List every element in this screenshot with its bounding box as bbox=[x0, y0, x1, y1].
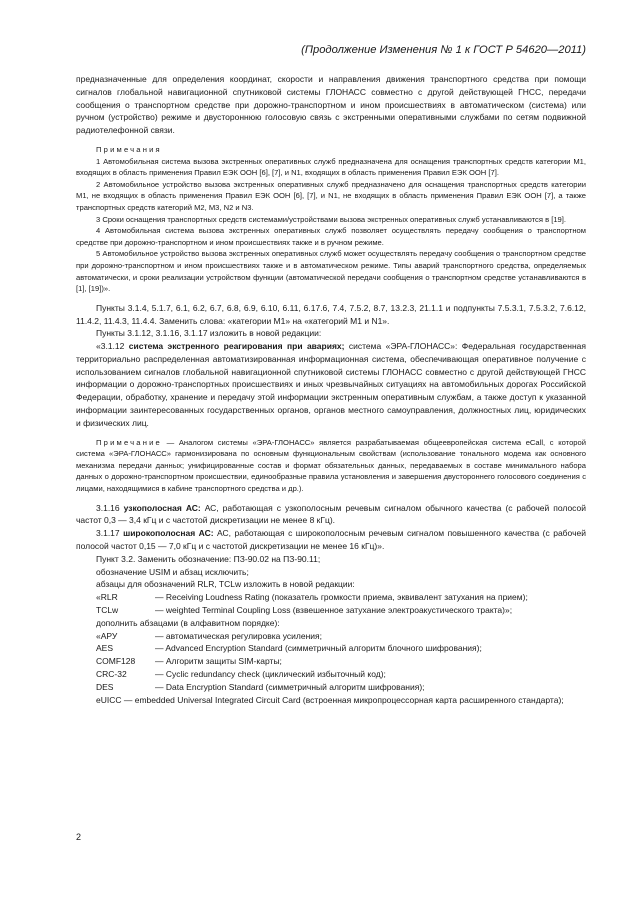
points-paragraph: Пункты 3.1.4, 5.1.7, 6.1, 6.2, 6.7, 6.8, 6.9, 6.10, 6.11, 6.17.6, 7.4, 7.5.2, 8.7, 13.2.3, 21.1.1 и подпункты 7.5.3.1, 7.5.3.2, 7.6.12, 11.4.2, 11.4.3, 11.4.4. Заменить слова: «категории М1» на «категорий М1 и N1». bbox=[76, 302, 586, 326]
term-3-1-12: система экстренного реагирования при авариях; bbox=[128, 341, 345, 352]
para-euicc: eUICC — embedded Universal Integrated Circuit Card (встроенная микропроцессорная карта расширенного стандарта); bbox=[96, 694, 564, 705]
abbreviation-row: TCLw — weighted Terminal Coupling Loss (взвешенное затухание электроакустического тракта)»; bbox=[96, 605, 513, 616]
intro-paragraph: предназначенные для определения координат, скорости и направления движения транспортного средства при помощи сигналов глобальной навигационной спутниковой системы ГЛОНАСС совместно с другой действующей ГНСС, передачи сообщения о транспортном средстве при дорожно-транспортном и ином происшествиях в автоматическом (система) или ручном (устройство) режиме и двустороннюю голосовую связь с экстренными оперативными службами по сетям подвижной радиотелефонной связи. bbox=[76, 74, 586, 136]
note-2: 2 Автомобильное устройство вызова экстренных оперативных служб предназначено для оснащения транспортных средств категории М1, не входящих в область применения Правил ЕЭК ООН [6], [7], и N1, не входящих в область применения Правил ЕЭК ООН [7], а также транспортных средств категорий М2, М3, N2 и N3. bbox=[76, 179, 586, 212]
term-3-1-17: широкополосная АС: bbox=[123, 528, 214, 539]
term-3-1-16: узкополосная АС: bbox=[123, 502, 201, 513]
definition-3-1-17: 3.1.17 широкополосная АС: АС, работающая с широкополосным речевым сигналом повышенного качества (с рабочей полосой частот 0,15 — 7,0 кГц и с частотой дискретизации не менее 16 кГц)». bbox=[76, 528, 586, 552]
abbreviation-row: COMF128 — Алгоритм защиты SIM-карты; bbox=[96, 656, 282, 667]
definition-3-1-16: 3.1.16 узкополосная АС: АС, работающая с узкополосным речевым сигналом обычного качества (с рабочей полосой частот 0,3 — 3,4 кГц и с частотой дискретизации не менее 8 кГц). bbox=[76, 502, 587, 526]
note-4: 4 Автомобильная система вызова экстренных оперативных служб позволяет осуществлять передачу сообщения о транспортном средстве при дорожно-транспортном и ином происшествиях также и в ручном режиме. bbox=[76, 226, 586, 247]
document-page bbox=[76, 44, 586, 706]
note-eracall: Примечание — Аналогом системы «ЭРА-ГЛОНАСС» является разрабатываемая общеевропейская система eCall, с которой система «ЭРА-ГЛОНАСС» гармонизирована по основным функциональным свойствам (использование тонального модема как основного механизма передачи данных; унифицированные состав и формат обязательных данных, передаваемых в составе минимального набора данных о дорожно-транспортном происшествии, единообразные правила установления и завершения двустороннего голосового соединения с лицами, находящимися в кабине транспортного средства и др.). bbox=[76, 437, 586, 494]
note-1: 1 Автомобильная система вызова экстренных оперативных служб предназначена для оснащения транспортных средств категории М1, входящих в область применения Правил ЕЭК ООН [6], [7], и N1, входящих в область применения Правил ЕЭК ООН [7]. bbox=[76, 156, 586, 178]
points-paragraph-2: Пункты 3.1.12, 3.1.16, 3.1.17 изложить в новой редакции: bbox=[96, 328, 322, 339]
para-usim: обозначение USIM и абзац исключить; bbox=[96, 566, 249, 577]
abbreviation-row: AES — Advanced Encryption Standard (симметричный алгоритм блочного шифрования); bbox=[96, 643, 482, 654]
para-3-2: Пункт 3.2. Заменить обозначение: ПЗ-90.02 на ПЗ-90.11; bbox=[96, 553, 321, 564]
note-5: 5 Автомобильное устройство вызова экстренных оперативных служб может осуществлять передачу сообщения о транспортном средстве при дорожно-транспортном и ином происшествиях также и в автоматическом режиме. Типы аварий транспортного средства, определяемых автоматически, и сроки реализации устройством функции (автоматической передачи сообщения о транспортном средстве устанавливаются в [1], [19])». bbox=[76, 249, 586, 294]
para-add: дополнить абзацами (в алфавитном порядке): bbox=[96, 617, 280, 628]
note-3: 3 Сроки оснащения транспортных средств системами/устройствами вызова экстренных оперативных служб устанавливаются в [19]. bbox=[96, 214, 566, 224]
para-rlr: абзацы для обозначений RLR, TCLw изложить в новой редакции: bbox=[96, 579, 355, 590]
abbreviation-row: «RLR — Receiving Loudness Rating (показатель громкости приема, эквивалент затухания на прием); bbox=[96, 592, 528, 603]
abbreviation-row: DES — Data Encryption Standard (симметричный алгоритм шифрования); bbox=[96, 681, 425, 692]
abbreviation-row: «АРУ — автоматическая регулировка усиления; bbox=[96, 630, 323, 641]
abbreviation-row: CRC-32 — Cyclic redundancy check (циклический избыточный код); bbox=[96, 669, 386, 679]
page-number: 2 bbox=[76, 832, 82, 842]
abbreviations-list-1 bbox=[76, 591, 586, 617]
page-header: (Продолжение Изменения № 1 к ГОСТ Р 54620—2011) bbox=[301, 44, 586, 56]
abbreviations-list-2 bbox=[76, 630, 586, 694]
definition-3-1-12: «3.1.12 система экстренного реагирования при авариях; система «ЭРА-ГЛОНАСС»: Федеральная государственная территориально распределенная автоматизированная информационная система, обеспечивающая оперативное получение с использованием сигналов глобальной навигационной спутниковой системы ГЛОНАСС совместно с другой действующей ГНСС информации о дорожно-транспортных происшествиях и иных чрезвычайных ситуациях на автомобильных дорогах Российской Федерации, обработку, хранение и передачу этой информации экстренным оперативным службам, а также доступ к указанной информации заинтересованных государственных органов, органов местного самоуправления, должностных лиц, юридических и физических лиц. bbox=[76, 341, 586, 428]
note-eracall-heading: Примечание bbox=[96, 437, 162, 447]
notes-heading: Примечания bbox=[96, 144, 162, 154]
